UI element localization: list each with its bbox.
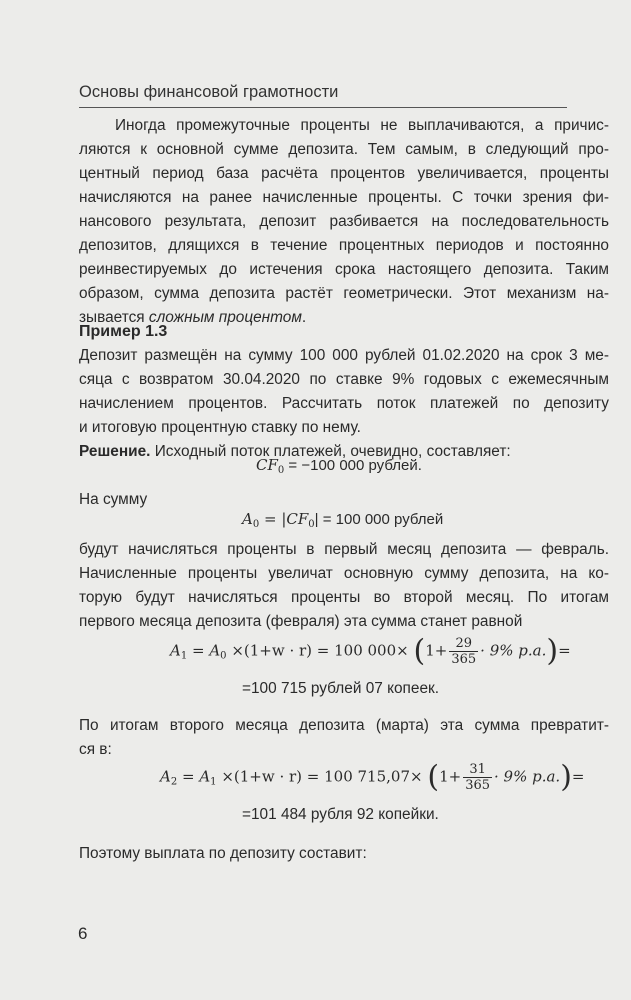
math-paren: (: [427, 759, 440, 795]
math-text: ×(1+w · r) = 100 715,07×: [216, 767, 428, 786]
text-line: Депозит размещён на сумму 100 000 рублей 01.02.2020 на срок 3 ме-: [79, 347, 609, 364]
math-subscript: 0: [277, 465, 285, 476]
fraction-denominator: 365: [465, 778, 491, 793]
equation-cf0: [256, 456, 422, 476]
text-line: ляются к основной сумме депозита. Тем самым, в следующий про-: [79, 141, 609, 158]
example-title: Пример 1.3: [79, 323, 168, 340]
fraction-numerator: 29: [449, 636, 478, 652]
text-line: ся в:: [79, 741, 112, 758]
equation-a2: $A_2 = A_1 \times(1+w \cdot r) = 100$ 715,07× (1+ $\frac{31}{365}$ · 9% p.a.)=: [160, 759, 585, 795]
text-line: Начисленные проценты увеличат основную сумму депозита, на ко-: [79, 565, 609, 582]
math-text: =: [187, 641, 210, 660]
math-symbol: A: [209, 641, 221, 660]
text-line: сяца с возвратом 30.04.2020 по ставке 9% годовых с ежемесячным: [79, 371, 609, 388]
math-paren: ): [560, 759, 572, 795]
text-line: и итоговую процентную ставку по нему.: [79, 419, 361, 436]
math-symbol: CF: [256, 456, 278, 474]
fraction-numerator: 31: [463, 762, 492, 778]
text-line: начислением процентов. Рассчитать поток платежей по депозиту: [79, 395, 609, 412]
math-text: = |: [259, 510, 287, 528]
math-text: | = 100 000 рублей: [314, 511, 444, 528]
paragraph-payout: Поэтому выплата по депозиту составит:: [79, 845, 367, 862]
equation-a2-result: =101 484 рубля 92 копейки.: [242, 806, 439, 823]
term-italic: сложным процентом: [148, 309, 302, 326]
math-text: =: [177, 767, 200, 786]
math-subscript: 0: [220, 650, 227, 662]
math-subscript: 1: [180, 650, 188, 662]
math-symbol: A: [160, 767, 171, 786]
text-fragment: .: [301, 309, 307, 326]
math-symbol: CF: [286, 510, 309, 528]
running-header: Основы финансовой грамотности: [79, 80, 567, 108]
math-symbol: A: [170, 641, 181, 660]
math-text: ×(1+w · r) = 100 000×: [226, 641, 414, 660]
text-line: образом, сумма депозита растёт геометрически. Этот механизм на-: [79, 285, 609, 302]
equation-a1-result: =100 715 рублей 07 копеек.: [242, 680, 440, 697]
paragraph-accrual: [79, 538, 609, 634]
equation-a1: $A_1 = A_0 \times(1+w \cdot r) = 100$ 000× (1+ $\frac{29}{365}$ · 9% p.a.)=: [170, 633, 571, 669]
text-line: реинвестируемых до истечения срока настоящего депозита. Таким: [79, 261, 609, 278]
math-subscript: 0: [308, 519, 315, 530]
math-paren: (: [413, 633, 426, 669]
math-paren: ): [546, 633, 559, 669]
math-subscript: 0: [252, 519, 260, 530]
text-line: На сумму: [79, 491, 148, 508]
paragraph-compound-interest: [79, 114, 609, 330]
text-fragment: Исходный поток платежей, очевидно, составляет:: [150, 443, 511, 460]
text-line: начисляются на ранее начисленные проценты. С точки зрения фи-: [79, 189, 609, 206]
equation-a0: [242, 510, 443, 530]
text-line: По итогам второго месяца депозита (марта) эта сумма превратит-: [79, 717, 609, 734]
fraction-denominator: 365: [451, 652, 477, 667]
math-symbol: A: [242, 510, 253, 528]
text-line: Иногда промежуточные проценты не выплачиваются, а причис-: [115, 117, 609, 134]
math-fraction: [463, 762, 492, 793]
text-line: депозитов, длящихся в течение процентных периодов и постоянно: [79, 237, 609, 254]
math-symbol: A: [199, 767, 211, 786]
example-block: [79, 320, 609, 464]
math-subscript: 2: [170, 776, 178, 788]
text-line: нансового результата, депозит разбивается на последовательность: [79, 213, 609, 230]
math-subscript: 1: [210, 776, 217, 788]
solution-label: Решение.: [79, 443, 151, 460]
math-text: = −100 000 рублей.: [284, 457, 422, 474]
text-line: торую будут начисляться проценты во второй месяц. По итогам: [79, 589, 609, 606]
text-fragment: зывается: [79, 309, 149, 326]
page-number: 6: [78, 924, 88, 943]
math-text: · 9% p.a.: [494, 767, 561, 786]
math-fraction: [449, 636, 478, 667]
text-line: будут начисляться проценты в первый месяц депозита — февраль.: [79, 541, 609, 558]
text-line: первого месяца депозита (февраля) эта сумма станет равной: [79, 613, 523, 630]
paragraph-second-month: [79, 714, 609, 762]
text-line: центный период база расчёта процентов увеличивается, проценты: [79, 165, 609, 182]
math-text: · 9% p.a.: [480, 641, 547, 660]
